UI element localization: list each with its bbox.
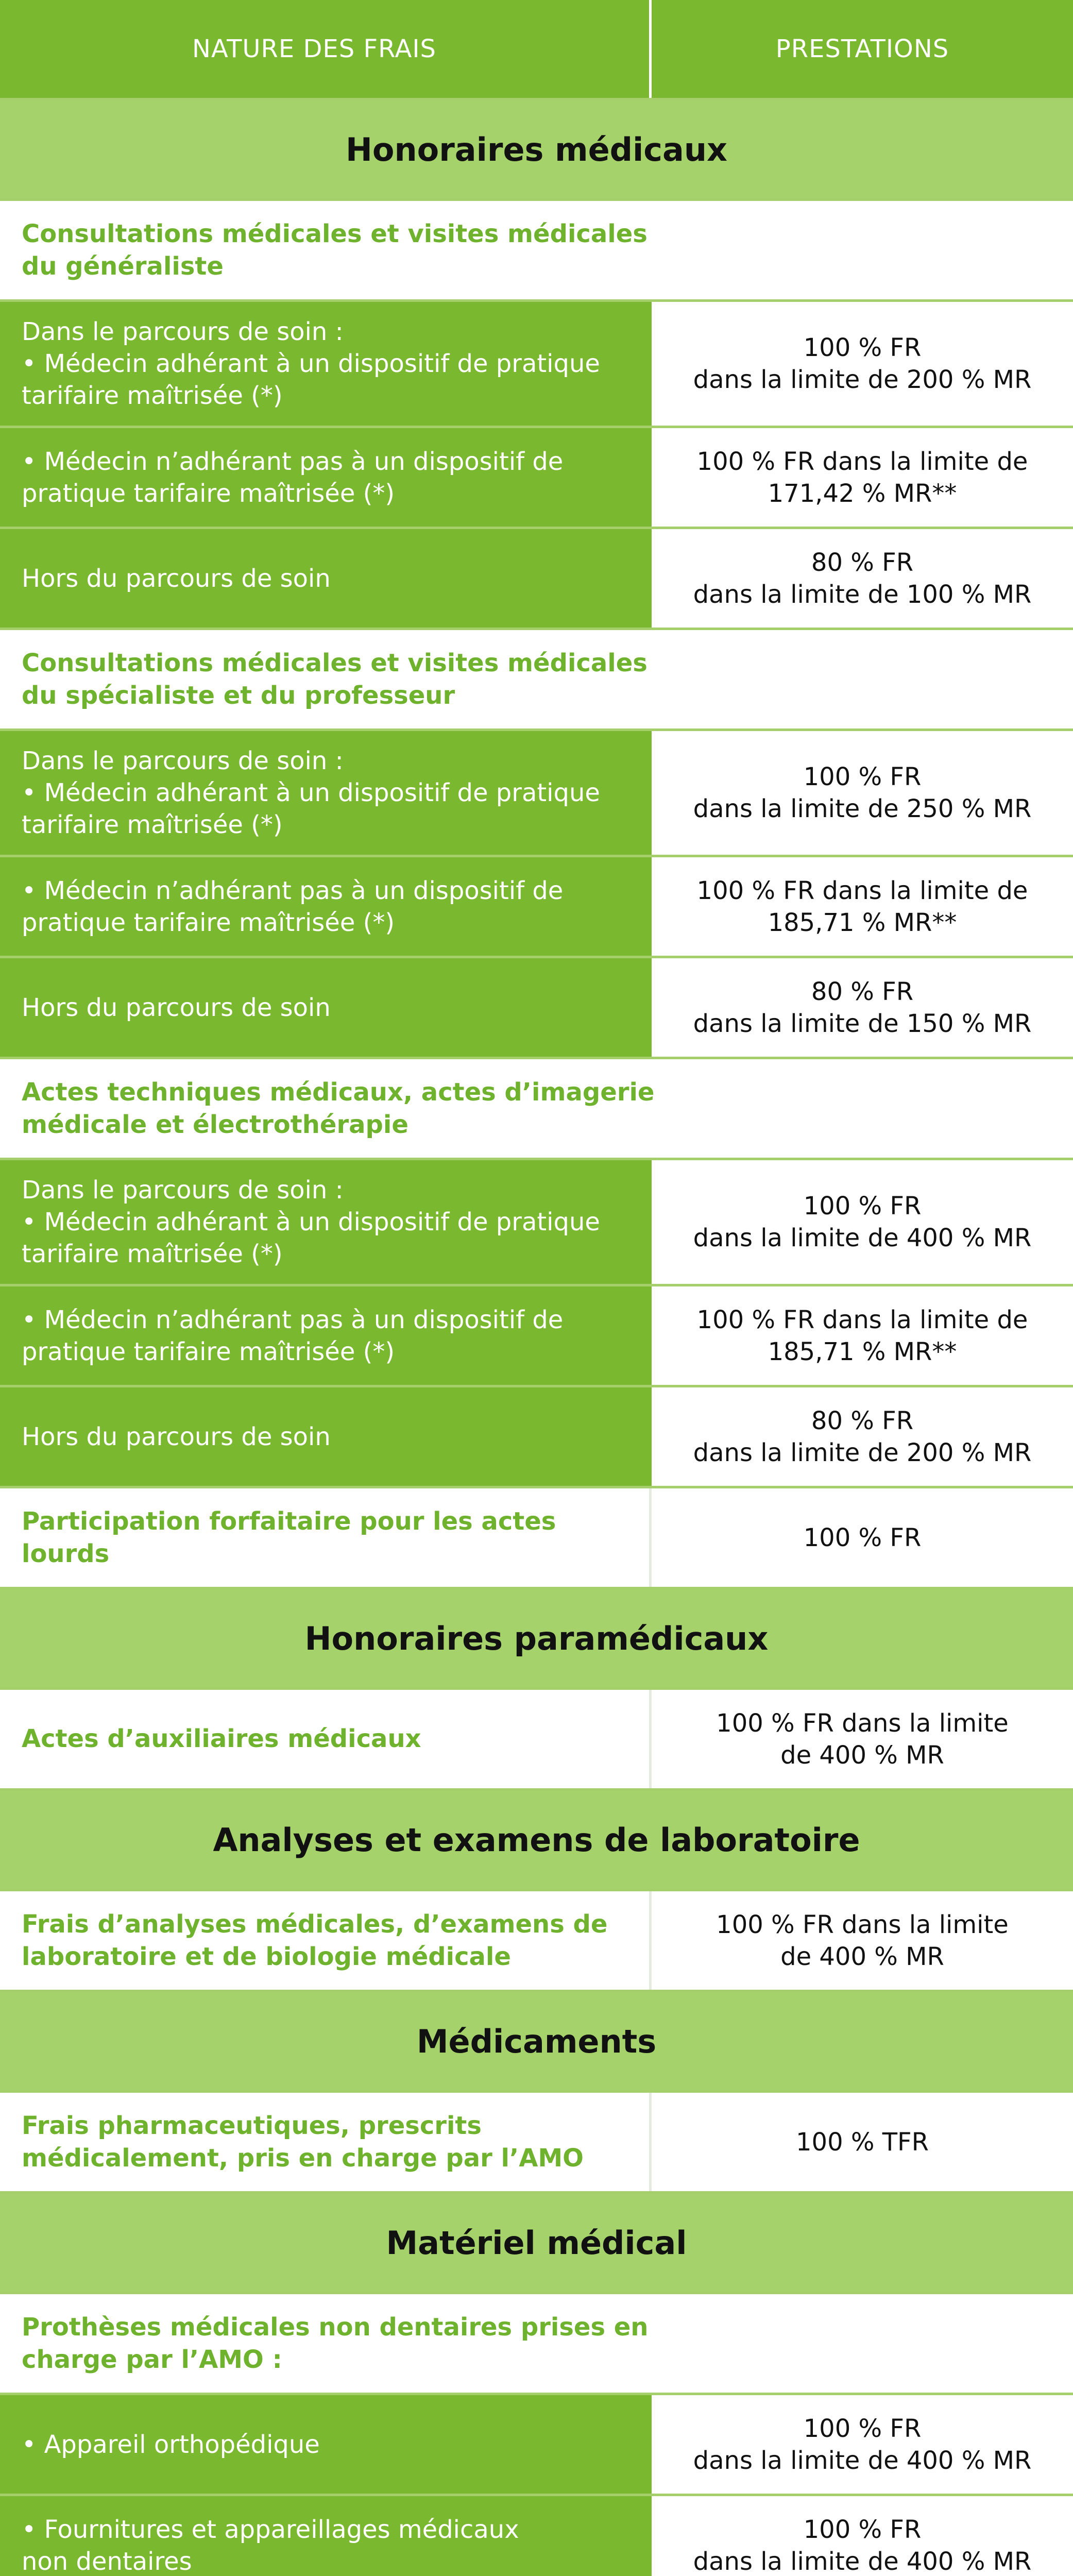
header-nature-des-frais: NATURE DES FRAIS [0, 0, 652, 98]
expense-label: Actes d’auxiliaires médicaux [0, 1690, 652, 1788]
section-title: Honoraires paramédicaux [0, 1589, 1073, 1690]
table-row [0, 529, 1073, 630]
table-row [0, 2395, 1073, 2496]
benefit-value: 100 % FR dans la limite de 200 % MR [652, 302, 1073, 426]
subsection-row [0, 630, 1073, 731]
expense-label: • Fournitures et appareillages médicaux non dentaires [0, 2496, 652, 2576]
section-title: Honoraires médicaux [0, 100, 1073, 201]
subsection-label: Prothèses médicales non dentaires prises en charge par l’AMO : [22, 2312, 649, 2374]
table-row [0, 1286, 1073, 1387]
table-row [0, 2496, 1073, 2576]
table-row [0, 1387, 1073, 1488]
table-row [0, 958, 1073, 1059]
table-row [0, 731, 1073, 857]
benefit-value: 100 % FR dans la limite de 400 % MR [652, 2496, 1073, 2576]
benefit-value: 100 % FR dans la limite de 185,71 % MR** [652, 1286, 1073, 1385]
table-row [0, 428, 1073, 529]
expense-label: Hors du parcours de soin [0, 958, 652, 1057]
expense-label: • Médecin n’adhérant pas à un dispositif de pratique tarifaire maîtrisée (*) [0, 857, 652, 956]
table-row [0, 302, 1073, 428]
subsection-row [0, 1059, 1073, 1160]
table-row [0, 1488, 1073, 1589]
benefit-value: 100 % FR [803, 1523, 922, 1552]
table-body [0, 100, 1073, 2576]
header-prestations: PRESTATIONS [775, 35, 949, 63]
benefit-value: 80 % FR dans la limite de 200 % MR [652, 1387, 1073, 1486]
expense-label: • Médecin n’adhérant pas à un dispositif de pratique tarifaire maîtrisée (*) [0, 1286, 652, 1385]
expense-label: • Médecin n’adhérant pas à un dispositif de pratique tarifaire maîtrisée (*) [0, 428, 652, 527]
table-row [0, 1160, 1073, 1286]
subsection-label: Actes techniques médicaux, actes d’imagerie médicale et électrothérapie [22, 1077, 655, 1139]
expense-label: Frais d’analyses médicales, d’examens de laboratoire et de biologie médicale [0, 1891, 652, 1990]
section-title: Analyses et examens de laboratoire [0, 1791, 1073, 1891]
section-title: Matériel médical [0, 2194, 1073, 2294]
expense-label: Dans le parcours de soin : • Médecin adhérant à un dispositif de pratique tarifaire maîtrisée (*) [0, 302, 652, 426]
benefit-value: 80 % FR dans la limite de 100 % MR [652, 529, 1073, 628]
benefit-value: 100 % FR dans la limite de 185,71 % MR** [652, 857, 1073, 956]
table-row [0, 1891, 1073, 1992]
benefit-value: 100 % FR dans la limite de 400 % MR [652, 2395, 1073, 2494]
table-header [0, 0, 1073, 100]
expense-label: Hors du parcours de soin [0, 529, 652, 628]
table-row [0, 857, 1073, 958]
benefit-value: 100 % FR dans la limite de 400 % MR [716, 1708, 1009, 1770]
subsection-row [0, 201, 1073, 302]
expense-label: Hors du parcours de soin [0, 1387, 652, 1486]
benefit-value: 100 % FR dans la limite de 171,42 % MR** [652, 428, 1073, 527]
benefit-value: 100 % FR dans la limite de 400 % MR [716, 1910, 1009, 1971]
section-title: Médicaments [0, 1992, 1073, 2093]
expense-label: • Appareil orthopédique [0, 2395, 652, 2494]
subsection-row [0, 2294, 1073, 2395]
table-row [0, 1690, 1073, 1791]
benefit-value: 100 % FR dans la limite de 250 % MR [652, 731, 1073, 855]
expense-label: Dans le parcours de soin : • Médecin adhérant à un dispositif de pratique tarifaire maîtrisée (*) [0, 1160, 652, 1284]
expense-label: Dans le parcours de soin : • Médecin adhérant à un dispositif de pratique tarifaire maîtrisée (*) [0, 731, 652, 855]
benefit-value: 80 % FR dans la limite de 150 % MR [652, 958, 1073, 1057]
benefit-value: 100 % FR dans la limite de 400 % MR [652, 1160, 1073, 1284]
subsection-label: Consultations médicales et visites médicales du généraliste [22, 219, 648, 281]
subsection-label: Consultations médicales et visites médicales du spécialiste et du professeur [22, 648, 648, 710]
table-row [0, 2093, 1073, 2194]
expense-label: Participation forfaitaire pour les actes lourds [0, 1488, 652, 1587]
benefit-value: 100 % TFR [795, 2127, 929, 2157]
expense-label: Frais pharmaceutiques, prescrits médicalement, pris en charge par l’AMO [0, 2093, 652, 2191]
